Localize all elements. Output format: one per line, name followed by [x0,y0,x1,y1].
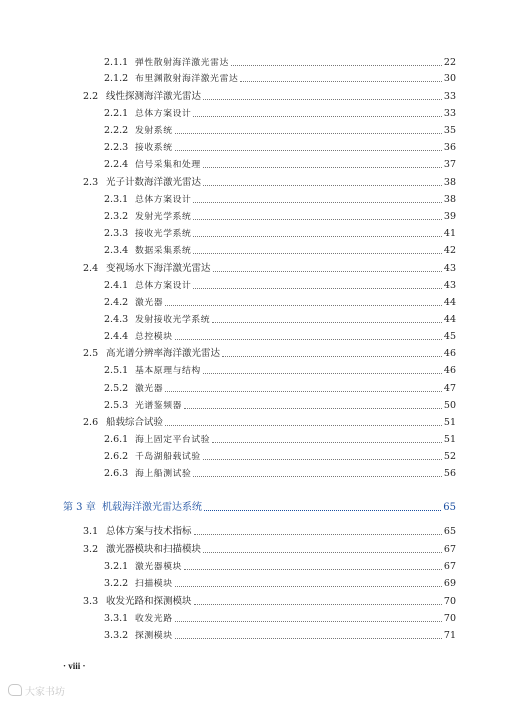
toc-entry-title: 收发光路和探测模块 [106,596,192,607]
toc-entry-number: 2.3.1 [104,194,129,205]
toc-entry-page: 44 [443,297,456,308]
toc-entry-title: 发射接收光学系统 [135,315,211,325]
toc-entry-page: 46 [443,365,456,376]
toc-entry-page: 33 [443,108,456,119]
toc-leader-dots [203,459,442,460]
toc-entry-page: 41 [443,228,456,239]
toc-entry-title: 总体方案设计 [135,281,192,291]
toc-leader-dots [212,442,442,443]
toc-entry-title: 基本原理与结构 [135,366,201,376]
toc-entry[interactable] [0,295,517,311]
toc-entry-page: 47 [443,383,456,394]
toc-entry-title: 信号采集和处理 [135,160,201,170]
toc-entry[interactable] [0,243,517,259]
toc-entry-number: 3.3 [83,596,99,607]
toc-entry-page: 52 [443,451,456,462]
toc-entry-page: 30 [443,73,456,84]
toc-leader-dots [204,510,441,511]
toc-entry-title: 机载海洋激光雷达系统 [102,502,202,513]
toc-entry-title: 探测模块 [135,631,173,641]
toc-entry[interactable] [0,611,517,627]
toc-entry-number: 2.6.2 [104,451,129,462]
toc-leader-dots [213,271,442,272]
toc-leader-dots [165,305,442,306]
toc-entry-page: 65 [443,502,456,513]
toc-leader-dots [194,604,442,605]
toc-leader-dots [175,339,442,340]
toc-entry-number: 2.4.1 [104,280,129,291]
toc-entry[interactable] [0,192,517,208]
toc-entry-number: 第 3 章 [63,502,96,513]
toc-entry-title: 船载综合试验 [106,417,164,428]
toc-entry-page: 71 [443,630,456,641]
toc-entry-page: 37 [443,159,456,170]
toc-entry-number: 2.5.2 [104,383,129,394]
toc-leader-dots [222,356,442,357]
toc-entry[interactable] [0,123,517,139]
toc-entry-page: 35 [443,125,456,136]
toc-entry-number: 3.1 [83,526,99,537]
toc-entry[interactable] [0,346,517,362]
toc-entry-number: 2.3.2 [104,211,129,222]
toc-entry-title: 光谱鉴频器 [135,401,182,411]
toc-leader-dots [175,638,442,639]
toc-entry-title: 接收系统 [135,143,173,153]
toc-entry-number: 2.3.4 [104,245,129,256]
toc-leader-dots [175,150,442,151]
toc-leader-dots [193,288,442,289]
toc-entry-number: 3.2 [83,544,99,555]
toc-entry-number: 3.3.1 [104,613,129,624]
toc-entry-title: 总体方案与技术指标 [106,526,192,537]
toc-entry-title: 接收光学系统 [135,229,192,239]
toc-entry-page: 38 [443,177,456,188]
toc-entry[interactable] [0,157,517,173]
toc-leader-dots [240,81,442,82]
toc-leader-dots [184,569,442,570]
toc-entry-number: 2.6.3 [104,468,129,479]
toc-entry[interactable] [0,432,517,448]
toc-entry[interactable] [0,594,517,610]
toc-leader-dots [193,236,442,237]
toc-leader-dots [193,116,442,117]
toc-entry[interactable] [0,261,517,277]
toc-entry[interactable] [0,140,517,156]
toc-leader-dots [203,185,442,186]
toc-entry-page: 51 [443,417,456,428]
toc-entry-number: 2.5.3 [104,400,129,411]
toc-entry-title: 变视场水下海洋激光雷达 [106,263,211,274]
toc-chapter-entry[interactable] [0,500,517,516]
toc-entry[interactable] [0,106,517,122]
watermark-text: 大家书坊 [25,687,65,698]
toc-leader-dots [203,167,442,168]
toc-entry-number: 2.5 [83,348,99,359]
toc-entry-number: 2.4.3 [104,314,129,325]
toc-leader-dots [193,253,442,254]
toc-entry-number: 2.1.2 [104,73,129,84]
toc-entry-title: 激光器 [135,298,164,308]
toc-entry[interactable] [0,466,517,482]
toc-entry-number: 2.3.3 [104,228,129,239]
toc-entry-title: 千岛湖船载试验 [135,452,201,462]
toc-entry-number: 2.4.2 [104,297,129,308]
toc-entry-title: 发射系统 [135,126,173,136]
toc-entry-page: 38 [443,194,456,205]
toc-entry-page: 69 [443,578,456,589]
toc-leader-dots [194,534,442,535]
toc-entry[interactable] [0,312,517,328]
toc-leader-dots [165,391,442,392]
toc-entry-page: 42 [443,245,456,256]
toc-entry[interactable] [0,209,517,225]
toc-entry-title: 海上固定平台试验 [135,435,211,445]
toc-entry[interactable] [0,226,517,242]
toc-entry[interactable] [0,398,517,414]
toc-entry-page: 36 [443,142,456,153]
toc-entry-title: 线性探测海洋激光雷达 [106,91,202,102]
toc-entry-title: 高光谱分辨率海洋激光雷达 [106,348,221,359]
toc-entry-number: 2.6.1 [104,434,129,445]
toc-entry[interactable] [0,363,517,379]
toc-entry-number: 2.4 [83,263,99,274]
toc-entry[interactable] [0,542,517,558]
toc-entry[interactable] [0,55,517,71]
toc-entry-title: 总体方案设计 [135,109,192,119]
toc-leader-dots [212,322,442,323]
toc-leader-dots [175,586,442,587]
toc-entry-page: 56 [443,468,456,479]
toc-entry[interactable] [0,381,517,397]
toc-entry[interactable] [0,71,517,87]
toc-entry[interactable] [0,329,517,345]
toc-entry-page: 50 [443,400,456,411]
toc-entry-page: 39 [443,211,456,222]
toc-leader-dots [203,99,442,100]
page-number-footer: · viii · [63,661,86,671]
toc-entry[interactable] [0,559,517,575]
toc-entry-title: 扫描模块 [135,579,173,589]
toc-entry-title: 光子计数海洋激光雷达 [106,177,202,188]
toc-entry-number: 2.4.4 [104,331,129,342]
toc-entry-page: 45 [443,331,456,342]
toc-entry-number: 2.2.4 [104,159,129,170]
toc-entry[interactable] [0,278,517,294]
toc-entry-page: 43 [443,263,456,274]
toc-entry[interactable] [0,524,517,540]
toc-entry-title: 激光器模块 [135,562,182,572]
watermark-logo-icon [8,684,22,696]
toc-leader-dots [203,552,442,553]
toc-entry-number: 3.3.2 [104,630,129,641]
watermark [8,683,65,698]
toc-entry[interactable] [0,89,517,105]
toc-entry-number: 3.2.1 [104,561,129,572]
toc-leader-dots [175,133,442,134]
toc-leader-dots [165,425,442,426]
toc-entry-title: 布里渊散射海洋激光雷达 [135,74,239,84]
toc-leader-dots [175,621,442,622]
toc-entry-title: 总控模块 [135,332,173,342]
toc-entry-title: 总体方案设计 [135,195,192,205]
toc-entry-number: 2.5.1 [104,365,129,376]
toc-entry[interactable] [0,449,517,465]
toc-entry-title: 弹性散射海洋激光雷达 [135,58,229,68]
toc-entry-title: 收发光路 [135,614,173,624]
toc-entry[interactable] [0,628,517,644]
toc-leader-dots [193,219,442,220]
toc-entry-number: 3.2.2 [104,578,129,589]
toc-leader-dots [193,476,442,477]
toc-entry[interactable] [0,175,517,191]
toc-entry-title: 数据采集系统 [135,246,192,256]
toc-entry-number: 2.3 [83,177,99,188]
toc-entry-page: 33 [443,91,456,102]
toc-entry-page: 22 [443,57,456,68]
toc-entry-number: 2.2.3 [104,142,129,153]
toc-entry-page: 51 [443,434,456,445]
toc-entry-page: 43 [443,280,456,291]
toc-entry-title: 发射光学系统 [135,212,192,222]
toc-entry-page: 70 [443,613,456,624]
toc-entry-page: 67 [443,544,456,555]
toc-entry[interactable] [0,576,517,592]
toc-entry-title: 海上船测试验 [135,469,192,479]
toc-entry-page: 70 [443,596,456,607]
toc-leader-dots [231,65,442,66]
toc-entry-number: 2.6 [83,417,99,428]
toc-entry-title: 激光器模块和扫描模块 [106,544,202,555]
toc-entry-number: 2.2 [83,91,99,102]
toc-entry-page: 65 [443,526,456,537]
toc-entry-page: 67 [443,561,456,572]
toc-entry-page: 44 [443,314,456,325]
toc-leader-dots [203,373,442,374]
toc-entry-number: 2.2.2 [104,125,129,136]
toc-leader-dots [184,408,442,409]
toc-entry-number: 2.2.1 [104,108,129,119]
toc-entry-number: 2.1.1 [104,57,129,68]
toc-entry[interactable] [0,415,517,431]
toc-leader-dots [193,202,442,203]
toc-entry-title: 激光器 [135,384,164,394]
toc-entry-page: 46 [443,348,456,359]
